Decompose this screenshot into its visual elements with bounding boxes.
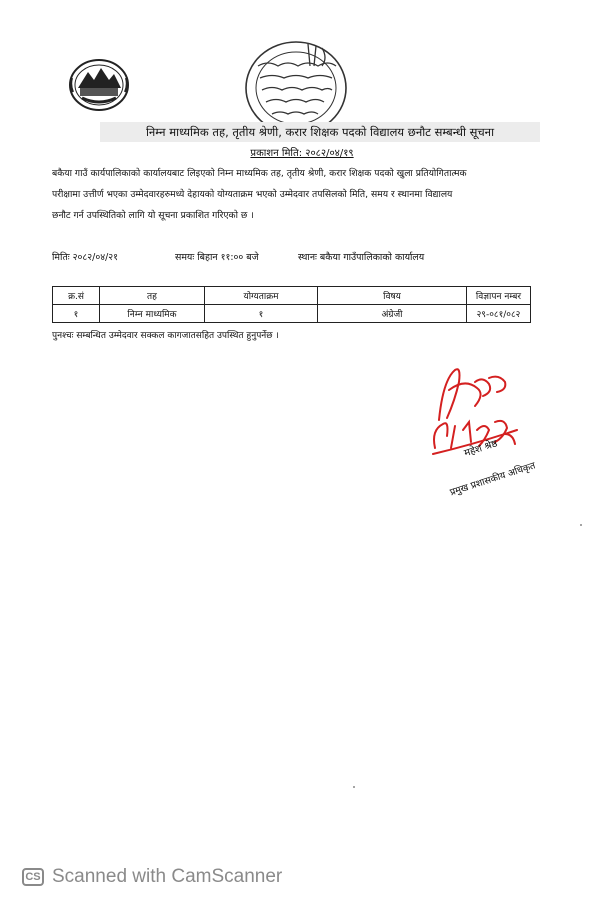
camscanner-watermark: [22, 866, 282, 888]
table-row: [53, 305, 531, 323]
scan-speck: [580, 524, 582, 526]
publish-date-row: [0, 145, 604, 159]
table-header-row: [53, 287, 531, 305]
scan-speck: [353, 786, 355, 788]
header-merit-rank: योग्यताक्रम: [205, 287, 318, 305]
cell-merit-rank: १: [205, 305, 318, 323]
notice-title: निम्न माध्यमिक तह, तृतीय श्रेणी, करार शिक्षक पदको विद्यालय छनौट सम्बन्धी सूचना: [100, 122, 540, 142]
header-serial: क्र.सं: [53, 287, 100, 305]
cell-advertisement-number: २९-०८१/०८२: [467, 305, 531, 323]
cell-subject: अंग्रेजी: [318, 305, 467, 323]
header-advertisement-number: विज्ञापन नम्बर: [467, 287, 531, 305]
cell-level: निम्न माध्यमिक: [100, 305, 205, 323]
body-line: छनौट गर्न उपस्थितिको लागि यो सूचना प्रकाशित गरिएको छ ।: [52, 210, 254, 221]
schedule-row: [52, 250, 424, 263]
header-subject: विषय: [318, 287, 467, 305]
publish-date: प्रकाशन मिति: २०८२/०४/१९: [250, 148, 354, 159]
signatory-name: महेश श्रेष्ठ: [462, 438, 499, 460]
candidate-table: [52, 286, 531, 323]
schedule-place: स्थानः बकैया गाउँपालिकाको कार्यालय: [297, 252, 425, 263]
schedule-time: समयः बिहान ११:०० बजे: [174, 252, 259, 263]
body-line: बकैया गाउँ कार्यपालिकाको कार्यालयबाट लिइएको निम्न माध्यमिक तह, तृतीय श्रेणी, करार शिक्षक पदको खुला प्रतियोगितात्मक: [52, 168, 467, 179]
notice-body: [52, 163, 552, 226]
camscanner-logo-icon: CS: [22, 868, 44, 886]
postscript-note: पुनश्चः सम्बन्धित उम्मेदवार सक्कल कागजातसहित उपस्थित हुनुपर्नेछ ।: [52, 331, 279, 341]
header-level: तह: [100, 287, 205, 305]
cell-serial: १: [53, 305, 100, 323]
schedule-date: मितिः २०८२/०४/२१: [52, 252, 118, 263]
camscanner-text: Scanned with CamScanner: [52, 866, 283, 887]
nepal-emblem-icon: [68, 58, 130, 112]
signatory-designation: प्रमुख प्रशासकीय अधिकृत: [448, 460, 537, 499]
body-line: परीक्षामा उत्तीर्ण भएका उम्मेदवारहरुमध्ये देहायको योग्यताक्रम भएको उम्मेदवार तपसिलको मिति, समय र स्थानमा विद्यालय: [52, 189, 453, 200]
